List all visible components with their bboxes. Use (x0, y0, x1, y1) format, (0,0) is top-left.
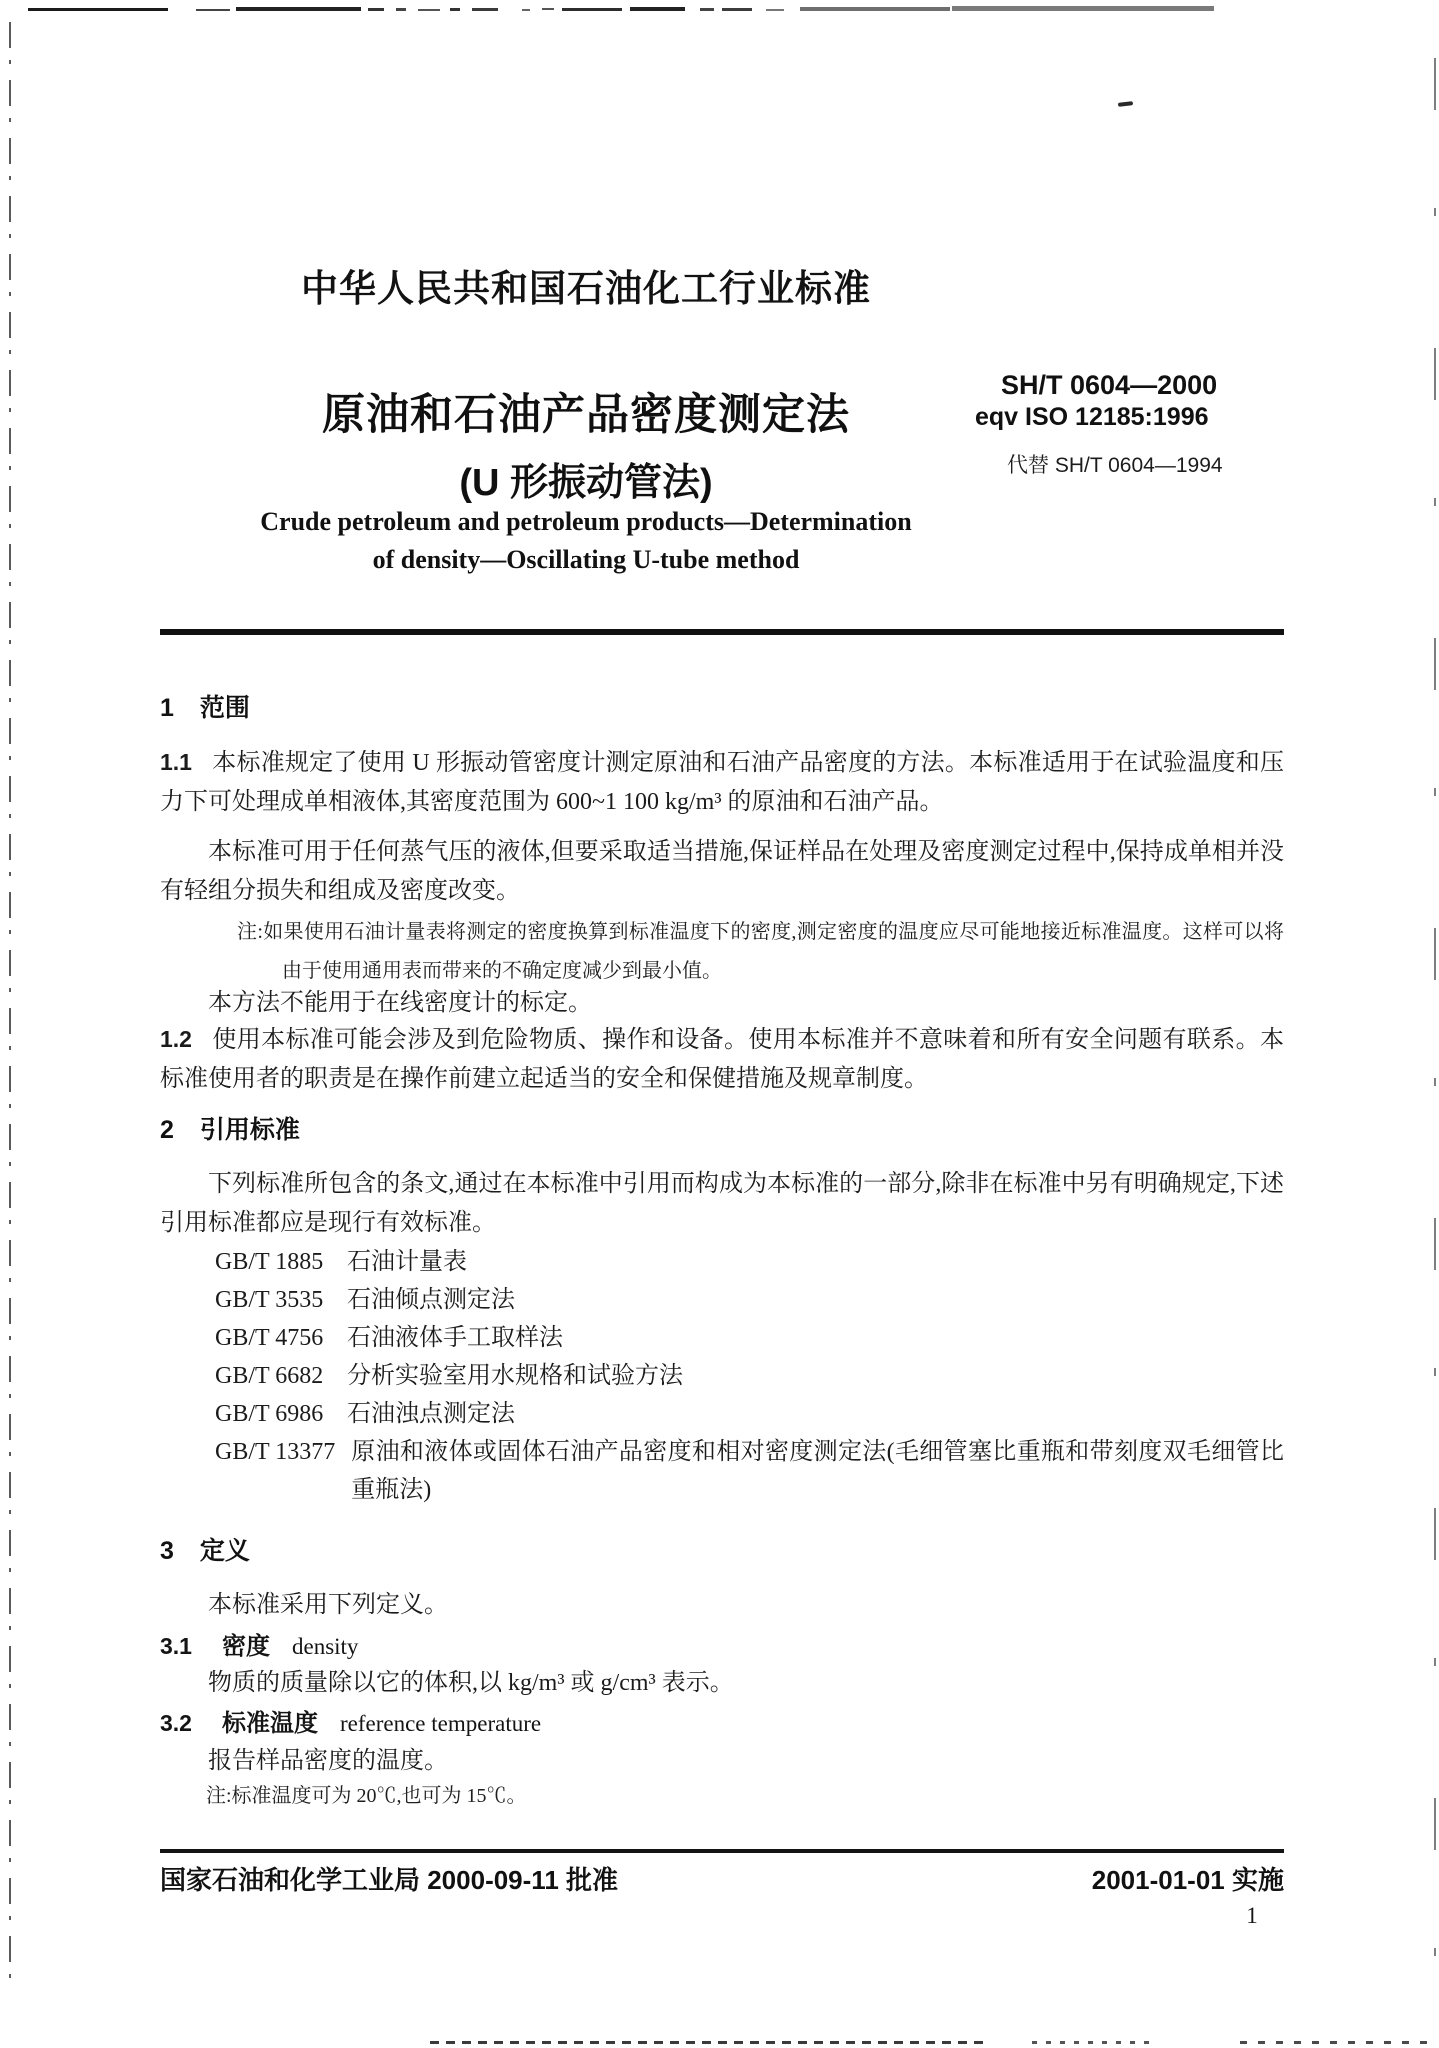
clause-number: 1.1 (160, 749, 192, 775)
list-item (215, 1357, 1284, 1395)
reference-temperature-note: 注:标准温度可为 20℃,也可为 15℃。 (206, 1785, 527, 1807)
title-english-line1: Crude petroleum and petroleum products—Determination (260, 507, 912, 536)
reference-number: GB/T 6986 (215, 1401, 324, 1427)
standard-number: SH/T 0604—2000 (1001, 370, 1218, 400)
section-title: 范围 (199, 694, 250, 722)
reference-number: GB/T 6682 (215, 1363, 324, 1389)
clause-1-2-paragraph (160, 1020, 1284, 1099)
scan-line-segment (450, 8, 460, 11)
scan-line-segment (800, 7, 950, 11)
scan-bottom-rule (430, 2041, 990, 2044)
clause-1-1-paragraph (160, 743, 1284, 822)
term-chinese: 密度 (221, 1633, 270, 1660)
scan-tilde-mark (1118, 101, 1133, 107)
references-intro-paragraph: 下列标准所包含的条文,通过在本标准中引用而构成为本标准的一部分,除非在标准中另有明确规定,下述引用标准都应是现行有效标准。 (160, 1171, 1284, 1236)
scan-line-segment (28, 8, 168, 11)
list-item (215, 1395, 1284, 1433)
scan-line-segment (236, 7, 361, 11)
reference-title: 石油液体手工取样法 (347, 1325, 563, 1351)
reference-title: 石油倾点测定法 (347, 1287, 515, 1313)
scan-right-edge-line (1434, 58, 1436, 2048)
implementation-statement: 2001-01-01 实施 (1091, 1865, 1284, 1895)
scope-online-paragraph: 本方法不能用于在线密度计的标定。 (208, 990, 592, 1016)
scan-line-segment (722, 8, 752, 11)
standard-category-title: 中华人民共和国石油化工行业标准 (301, 268, 871, 309)
section-heading-references (160, 1110, 1284, 1146)
list-item (215, 1281, 1284, 1319)
header-divider-rule (160, 629, 1284, 635)
section-number: 2 (160, 1116, 174, 1144)
scan-line-segment (522, 9, 530, 11)
page-number: 1 (1246, 1903, 1258, 1928)
approval-statement: 国家石油和化学工业局 2000-09-11 批准 (160, 1865, 619, 1895)
definition-number: 3.2 (160, 1710, 192, 1736)
term-english: reference temperature (339, 1711, 542, 1736)
iso-equivalence: eqv ISO 12185:1996 (975, 403, 1209, 431)
scope-note: 注:如果使用石油计量表将测定的密度换算到标准温度下的密度,测定密度的温度应尽可能地接近标准温度。这样可以将由于使用通用表而带来的不确定度减少到最小值。 (237, 921, 1284, 982)
scan-bottom-rule (1032, 2041, 1152, 2044)
scan-line-segment (542, 8, 554, 10)
clause-text: 本标准规定了使用 U 形振动管密度计测定原油和石油产品密度的方法。本标准适用于在试验温度和压力下可处理成单相液体,其密度范围为 600~1 100 kg/m³ 的原油和石油产品。 (160, 750, 1284, 815)
list-item (215, 1433, 1284, 1509)
document-title-chinese: 原油和石油产品密度测定法 (322, 391, 850, 439)
scan-line-segment (472, 8, 498, 11)
definition-reference-temperature-body: 报告样品密度的温度。 (208, 1748, 448, 1774)
document-title-english (160, 503, 1012, 579)
scan-line-segment (700, 8, 714, 11)
section-title: 定义 (199, 1537, 250, 1565)
reference-title: 原油和液体或固体石油产品密度和相对密度测定法(毛细管塞比重瓶和带刻度双毛细管比重瓶法) (351, 1439, 1284, 1503)
section-number: 1 (160, 694, 174, 722)
scan-line-segment (368, 8, 384, 11)
definition-term-reference-temperature (160, 1703, 1284, 1738)
reference-title: 石油浊点测定法 (347, 1401, 515, 1427)
approval-implementation-row (160, 1860, 1284, 1897)
scan-left-edge-line (9, 22, 11, 1994)
definitions-intro-paragraph: 本标准采用下列定义。 (208, 1592, 448, 1618)
footer-divider-rule (160, 1849, 1284, 1853)
definition-term-density (160, 1626, 1284, 1661)
reference-number: GB/T 4756 (215, 1325, 324, 1351)
section-heading-definitions (160, 1531, 1284, 1567)
scan-line-segment (952, 6, 1214, 11)
title-english-line2: of density—Oscillating U-tube method (372, 545, 800, 574)
document-subtitle-chinese: (U 形振动管法) (459, 462, 713, 504)
list-item (215, 1243, 1284, 1281)
referenced-standards-list (215, 1243, 1284, 1509)
reference-number: GB/T 13377 (215, 1439, 336, 1465)
section-title: 引用标准 (199, 1116, 300, 1144)
clause-text: 使用本标准可能会涉及到危险物质、操作和设备。使用本标准并不意味着和所有安全问题有联系。本标准使用者的职责是在操作前建立起适当的安全和保健措施及规章制度。 (160, 1027, 1284, 1092)
scan-line-segment (396, 8, 406, 11)
scan-line-segment (196, 9, 230, 11)
definition-density-body: 物质的质量除以它的体积,以 kg/m³ 或 g/cm³ 表示。 (208, 1670, 734, 1696)
term-chinese: 标准温度 (221, 1710, 318, 1737)
replaced-standard: 代替 SH/T 0604—1994 (1007, 454, 1223, 477)
term-english: density (291, 1634, 359, 1659)
reference-title: 分析实验室用水规格和试验方法 (347, 1363, 683, 1389)
reference-title: 石油计量表 (347, 1249, 467, 1275)
clause-number: 1.2 (160, 1026, 192, 1052)
scope-vapour-paragraph: 本标准可用于任何蒸气压的液体,但要采取适当措施,保证样品在处理及密度测定过程中,保持成单相并没有轻组分损失和组成及密度改变。 (160, 839, 1284, 904)
scan-line-segment (630, 7, 685, 11)
section-heading-scope (160, 688, 1284, 724)
list-item (215, 1319, 1284, 1357)
reference-number: GB/T 3535 (215, 1287, 324, 1313)
scan-line-segment (562, 8, 622, 11)
scan-line-segment (418, 9, 440, 11)
standard-designation-block (975, 370, 1295, 479)
section-number: 3 (160, 1537, 174, 1565)
scan-bottom-rule (1240, 2041, 1438, 2044)
scan-line-segment (766, 9, 784, 11)
reference-number: GB/T 1885 (215, 1249, 324, 1275)
definition-number: 3.1 (160, 1633, 192, 1659)
